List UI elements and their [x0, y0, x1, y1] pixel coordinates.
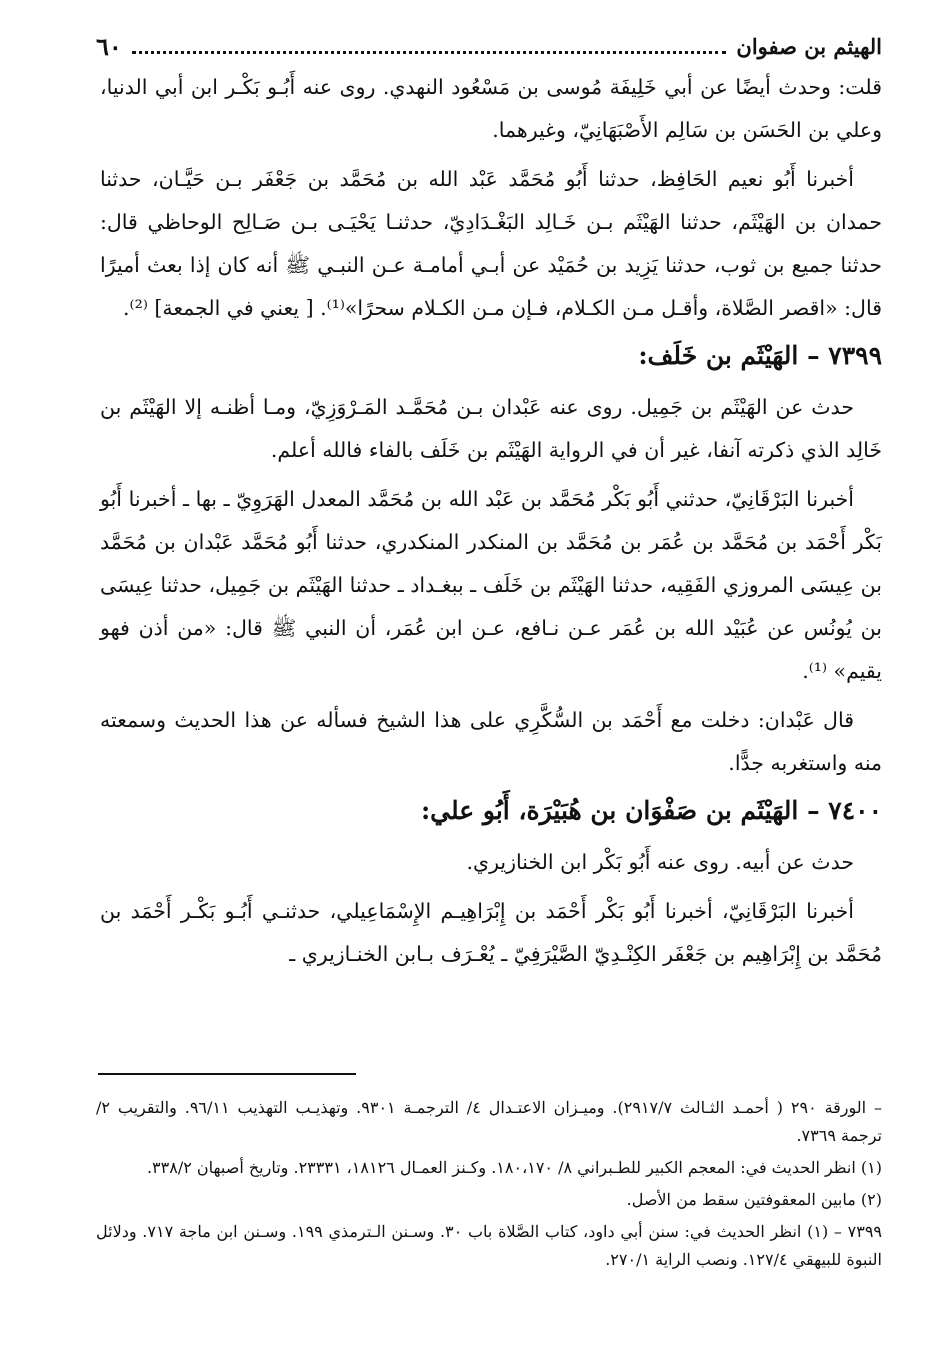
footnote: (١) انظر الحديث في: المعجم الكبير للطـبراني ٨/ ١٨٠،١٧٠. وكـنز العمـال ١٨١٢٦، ٢٣٣٣١. وتاريخ أصبهان ٣٣٨/٢.: [146, 1158, 882, 1177]
footnotes: [96, 1094, 882, 1278]
paragraph: حدث عن أبيه. روى عنه أَبُو بَكْر ابن الخنازيري.: [466, 850, 854, 874]
paragraph: أخبرنا أَبُو نعيم الحَافِظ، حدثنا أَبُو مُحَمَّد عَبْد الله بن مُحَمَّد بن جَعْفَر بـن حَيَّـان، حدثنا حمدان بن الهَيْثَم، حدثنا الهَيْثَم بـن خَـالِد البَغْـدَادِيّ، حدثنـا يَحْيَـى بـن صَـالِح الوحاظي قال: حدثنا جميع بن ثوب، حدثنا يَزِيد بن حُمَيْد عن أبـي أمامـة عـن النبـي ﷺ أنه كان إذا بعث أميرًا قال: «اقصر الصَّلاة، وأقـل مـن الكـلام، فـإن مـن الكـلام سحرًا»⁽¹⁾. [ يعني في الجمعة] ⁽²⁾.: [100, 167, 882, 320]
paragraph: أخبرنا البَرْقَانِيّ، أخبرنا أَبُو بَكْر أَحْمَد بن إِبْرَاهِيـم الإِسْمَاعِيلي، حدثنـي أَبُـو بَكْـر أَحْمَد بن مُحَمَّد بن إِبْرَاهِيم بن جَعْفَر الكِنْـدِيّ الصَّيْرَفِيّ ـ يُعْـرَف بـابن الخنـازيري ـ: [100, 899, 882, 966]
paragraph: أخبرنا البَرْقَانِيّ، حدثني أَبُو بَكْر مُحَمَّد بن عَبْد الله بن مُحَمَّد المعدل الهَرَوِيّ ـ بها ـ أخبرنا أَبُو بَكْر أَحْمَد بن مُحَمَّد بن عُمَر بن مُحَمَّد بن المنكدر المنكدري، حدثنا أَبُو مُحَمَّد عَبْدان بن مُحَمَّد بن عِيسَى المروزي الفَقِيه، حدثنا الهَيْثَم بن خَلَف ـ ببغـداد ـ حدثنا الهَيْثَم بن جَمِيل، حدثنا عِيسَى بن يُونُس عن عُبَيْد الله بن عُمَر عـن نـافع، عـن ابن عُمَر، أن النبي ﷺ قال: «من أذن فهو يقيم» ⁽¹⁾.: [100, 487, 882, 683]
footnote-separator: [98, 1073, 356, 1075]
entry-heading: ٧٣٩٩ – الهَيْثَم بن خَلَف:: [638, 341, 882, 370]
paragraph: قال عَبْدان: دخلت مع أَحْمَد بن السُّكَّرِي على هذا الشيخ فسأله عن هذا الحديث وسمعته منه واستغربه جدًّا.: [100, 708, 882, 775]
footnote: (٢) مابين المعقوفتين سقط من الأصل.: [626, 1190, 882, 1209]
paragraph: حدث عن الهَيْثَم بن جَمِيل. روى عنه عَبْدان بـن مُحَمَّـد المَـرْوَزِيّ، ومـا أظنـه إلا الهَيْثَم بن خَالِد الذي ذكرته آنفا، غير أن في الرواية الهَيْثَم بن خَلَف بالفاء فالله أعلم.: [100, 395, 882, 462]
footnote: – الورقة ٢٩٠ ( أحمـد الثـالث ٢٩١٧/٧). وميـزان الاعتـدال ٤/ الترجمـة ٩٣٠١. وتهذيـب التهذيب ٩٦/١١. والتقريب ٢/ ترجمة ٧٣٦٩.: [96, 1098, 883, 1145]
entry-heading: ٧٤٠٠ – الهَيْثَم بن صَفْوَان بن هُبَيْرَة، أَبُو علي:: [420, 796, 882, 825]
header-dot-leader: [132, 39, 727, 54]
page-number: ٦٠: [96, 31, 122, 61]
paragraph: قلت: وحدث أيضًا عن أبي خَلِيفَة مُوسى بن مَسْعُود النهدي. روى عنه أَبُـو بَكْـر ابن أبي الدنيا، وعلي بن الحَسَن بن سَالِم الأَصْبَهَانِيّ، وغيرهما.: [100, 75, 882, 142]
main-text: [100, 66, 882, 982]
running-header: [96, 26, 882, 66]
running-title: الهيثم بن صفوان: [736, 33, 882, 59]
footnote: ٧٣٩٩ – (١) انظر الحديث في: سنن أبي داود، كتاب الصَّلاة باب ٣٠. وسـنن الـترمذي ١٩٩. وسـنن ابن ماجة ٧١٧. ودلائل النبوة للبيهقي ١٢٧/٤. ونصب الراية ٢٧٠/١.: [96, 1222, 883, 1269]
